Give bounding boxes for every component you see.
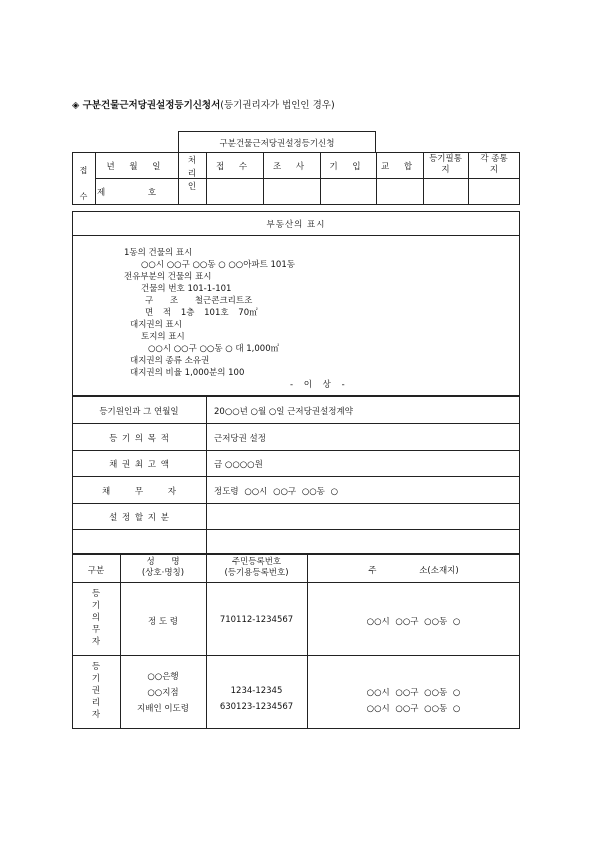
property-line: ○○시 ○○구 ○○동 ○ 대 1,000㎡ <box>148 344 280 354</box>
date-label: 년 월 일 <box>106 162 167 172</box>
info-label-purpose: 등 기 의 목 적 <box>109 434 169 444</box>
property-line: 토지의 표시 <box>141 332 185 342</box>
property-line: 1동의 건물의 표시 <box>124 248 193 258</box>
document-title <box>72 97 335 111</box>
info-label-cause: 등기원인과 그 연월일 <box>99 407 179 417</box>
property-line: 면 적 1층 101호 70㎡ <box>145 308 258 318</box>
property-line: 대지권의 종류 소유권 <box>130 356 210 366</box>
property-heading: 부동산의 표시 <box>266 220 326 230</box>
creditor-address-2: ○○시 ○○구 ○○동 ○ <box>366 704 461 714</box>
parties-header-name: 성 명 (상호·명칭) <box>141 557 185 578</box>
creditor-address-1: ○○시 ○○구 ○○동 ○ <box>366 688 461 698</box>
info-value-purpose: 근저당권 설정 <box>214 434 266 444</box>
processor-label: 처리인 <box>187 156 197 192</box>
parties-header-address: 주 소(소재지) <box>368 566 459 576</box>
col-check: 교 합 <box>380 162 419 172</box>
info-label-max-claim: 채 권 최 고 액 <box>109 460 169 470</box>
title-sub: (등기권리자가 법인인 경우) <box>220 100 335 111</box>
property-line: 구 조 철근콘크리트조 <box>145 296 253 306</box>
info-box <box>72 396 520 554</box>
property-line: 건물의 번호 101-1-101 <box>141 284 232 294</box>
property-end-mark: - 이 상 - <box>290 380 345 390</box>
obligor-label: 등기의무자 <box>91 589 101 647</box>
col-investigation: 조 사 <box>272 162 311 172</box>
info-value-cause: 20○○년 ○월 ○일 근저당권설정계약 <box>214 407 353 417</box>
obligor-address: ○○시 ○○구 ○○동 ○ <box>366 617 461 627</box>
form-name: 구분건물근저당권설정등기신청 <box>219 139 335 149</box>
obligor-id: 710112-1234567 <box>219 615 294 625</box>
col-registration-notice: 등기필통 지 <box>429 154 462 175</box>
property-line: 전유부분의 건물의 표시 <box>124 272 212 282</box>
number-label: 제 호 <box>96 188 177 198</box>
info-value-max-claim: 금 ○○○○원 <box>214 460 263 470</box>
title-main: 구분건물근저당권설정등기신청서 <box>82 100 221 111</box>
parties-header-category: 구분 <box>87 566 105 576</box>
obligor-name: 정 도 령 <box>147 617 179 627</box>
creditor-id-1: 1234-12345 <box>230 686 283 696</box>
property-line: ○○시 ○○구 ○○동 ○ ○○아파트 101동 <box>141 260 295 270</box>
info-value-debtor: 정도령 ○○시 ○○구 ○○동 ○ <box>214 487 338 497</box>
col-receipt: 접 수 <box>215 162 254 172</box>
creditor-name-bank: ○○은행 <box>147 672 179 682</box>
parties-header-id: 주민등록번호 (등기용등록번호) <box>224 557 289 578</box>
property-line: 대지권의 비율 1,000분의 100 <box>130 368 245 378</box>
info-label-share: 설 정 할 지 분 <box>109 513 169 523</box>
diamond-marker-icon: ◈ <box>72 100 80 111</box>
property-line: 대지권의 표시 <box>130 320 182 330</box>
creditor-label: 등기권리자 <box>91 662 101 720</box>
col-entry: 기 입 <box>329 162 367 172</box>
creditor-name-branch: ○○지점 <box>147 688 179 698</box>
receipt-label: 접수 <box>79 166 88 201</box>
col-various-notice: 각 종통 지 <box>480 154 508 175</box>
info-label-debtor: 채 무 자 <box>101 487 177 497</box>
creditor-id-2: 630123-1234567 <box>219 702 294 712</box>
creditor-name-manager: 지배인 이도령 <box>137 704 189 714</box>
